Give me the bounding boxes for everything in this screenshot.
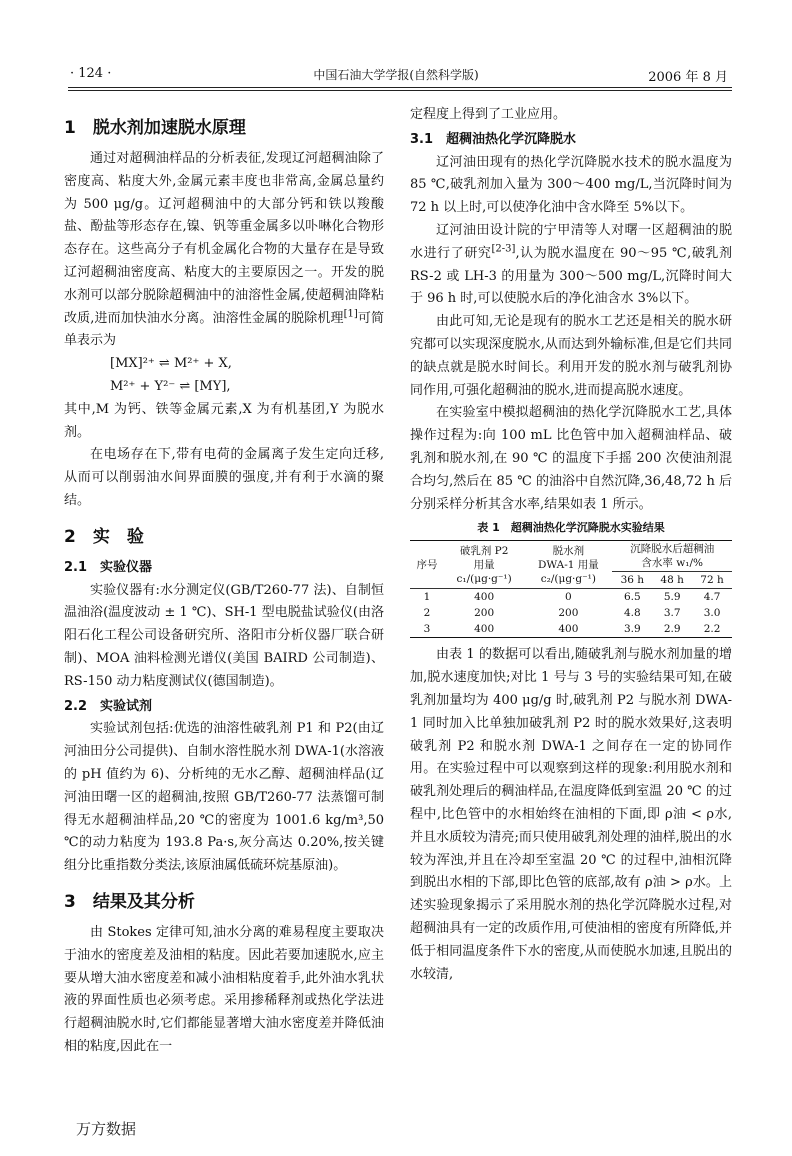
col-header-no: 序号 — [410, 541, 444, 589]
issue-date: 2006 年 8 月 — [648, 70, 728, 85]
table-caption: 表 1 超稠油热化学沉降脱水实验结果 — [477, 521, 665, 535]
col-header-p2: 破乳剂 P2 用量 c₁/(μg·g⁻¹) — [444, 541, 524, 589]
section-2-2-paragraph: 实验试剂包括:优选的油溶性破乳剂 P1 和 P2(由辽河油田分公司提供)、自制水溶性脱水剂 DWA-1(水溶液的 pH 值约为 6)、分析纯的无水乙醇、超稠油样品(辽河油田曙一区的超稠油,按照 GB/T260-77 法蒸馏可制得无水超稠油样品,20 ℃的密度为 1001.6 kg/m³,50 ℃的动力粘度为 193.8 Pa·s,灰分高达 0.20%,按关键组分比重指数分类法,该原油属低硫环烷基原油)。 — [64, 721, 384, 874]
section-1-paragraph-2: 其中,M 为钙、铁等金属元素,X 为有机基团,Y 为脱水剂。 — [64, 401, 384, 440]
section-3-paragraph: 由 Stokes 定律可知,油水分离的难易程度主要取决于油水的密度差及油相的粘度。因此若要加速脱水,应主要从增大油水密度差和减小油相粘度着手,此外油水乳状液的界面性质也必须考虑。采用掺稀释剂或热化学法进行超稠油脱水时,它们都能显著增大油水密度差并降低油相的粘度,因此在一 — [64, 924, 384, 1054]
header-rule — [68, 87, 732, 88]
equation-2: M²⁺ + Y²⁻ ⇌ [MY], — [110, 378, 231, 394]
results-table — [410, 540, 732, 638]
header-rule-thin — [68, 90, 732, 91]
paragraph-prior-research: 辽河油田设计院的宁甲清等人对曙一区超稠油的脱水进行了研究[2-3],认为脱水温度在 90～95 ℃,破乳剂 RS-2 或 LH-3 的用量为 300～500 mg/L,沉降时间大于 96 h 时,可以使脱水后的净化油含水 3%以下。 — [410, 222, 732, 307]
paragraph-experiment: 在实验室中模拟超稠油的热化学沉降脱水工艺,具体操作过程为:向 100 mL 比色管中加入超稠油样品、破乳剂和脱水剂,在 90 ℃ 的温度下手摇 200 次使油剂混合均匀,然后在 85 ℃ 的油浴中自然沉降,36,48,72 h 后分别采样分析其含水率,结果如表 1 所示。 — [410, 405, 732, 512]
journal-title: 中国石油大学学报(自然科学版) — [313, 68, 479, 82]
col-header-48h: 48 h — [652, 572, 692, 589]
col-header-water: 沉降脱水后超稠油 含水率 w₁/% — [612, 541, 732, 572]
table-row: 1 400 0 6.5 5.9 4.7 — [410, 589, 732, 606]
equation-1: [MX]²⁺ ⇌ M²⁺ + X, — [110, 356, 232, 372]
section-1-paragraph-1: 通过对超稠油样品的分析表征,发现辽河超稠油除了密度高、粘度大外,金属元素丰度也非常高,金属总量约为 500 μg/g。辽河超稠油中的大部分钙和铁以羧酸盐、酚盐等形态存在,镍、钒等重金属多以卟啉化合物形态存在。这些高分子有机金属化合物的大量存在是导致辽河超稠油密度高、粘度大的主要原因之一。开发的脱水剂可以部分脱除超稠油中的油溶性金属,使超稠油降粘改质,进而加快油水分离。油溶性金属的脱除机理[1]可简单表示为 — [64, 151, 384, 349]
right-column — [410, 104, 732, 986]
page-number: · 124 · — [70, 66, 112, 81]
col-header-dwa: 脱水剂 DWA-1 用量 c₂/(μg·g⁻¹) — [524, 541, 612, 589]
watermark-footer: 万方数据 — [76, 1120, 137, 1138]
table-row: 3 400 400 3.9 2.9 2.2 — [410, 621, 732, 638]
col-header-36h: 36 h — [612, 572, 652, 589]
section-3-title: 3 结果及其分析 — [64, 891, 195, 912]
citation-1: [1] — [343, 308, 358, 320]
paragraph-existing-tech: 辽河油田现有的热化学沉降脱水技术的脱水温度为 85 ℃,破乳剂加入量为 300～400 mg/L,当沉降时间为 72 h 以上时,可以使净化油中含水降至 5%以下。 — [410, 154, 732, 216]
section-2-1-title: 2.1 实验仪器 — [64, 559, 153, 575]
section-2-title: 2 实 验 — [64, 526, 144, 547]
col-header-72h: 72 h — [692, 572, 732, 589]
continuation-paragraph: 定程度上得到了工业应用。 — [410, 107, 567, 122]
section-2-2-title: 2.2 实验试剂 — [64, 698, 153, 714]
paragraph-summary: 由此可知,无论是现有的脱水工艺还是相关的脱水研究都可以实现深度脱水,从而达到外输标准,但是它们共同的缺点就是脱水时间长。利用开发的脱水剂与破乳剂协同作用,可强化超稠油的脱水,进而提高脱水速度。 — [410, 314, 732, 398]
section-1-title: 1 脱水剂加速脱水原理 — [64, 118, 246, 138]
left-column — [64, 104, 384, 1059]
section-3-1-title: 3.1 超稠油热化学沉降脱水 — [410, 131, 577, 147]
paragraph-results-analysis: 由表 1 的数据可以看出,随破乳剂与脱水剂加量的增加,脱水速度加快;对比 1 号与 3 号的实验结果可知,在破乳剂加量均为 400 μg/g 时,破乳剂 P2 与脱水剂 DWA-1 同时加入比单独加破乳剂 P2 时的脱水效果好,这表明破乳剂 P2 和脱水剂 DWA-1 之间存在一定的协同作用。在实验过程中可以观察到这样的现象:利用脱水剂和破乳剂处理后的稠油样品,在温度降低到室温 20 ℃ 的过程中,比色管中的水相始终在油相的下面,即 ρ油 < ρ水,并且水质较为清亮;而只使用破乳剂处理的油样,脱出的水较为浑浊,并且在冷却至室温 20 ℃ 的过程中,油相沉降到脱出水相的下部,即比色管的底部,故有 ρ油 > ρ水。上述实验现象揭示了采用脱水剂的热化学沉降脱水过程,对超稠油具有一定的改质作用,可使油相的密度有所降低,并低于相同温度条件下水的密度,从而使脱水加速,且脱出的水较清, — [410, 647, 732, 982]
citation-2-3: [2-3] — [491, 243, 516, 255]
table-row: 2 200 200 4.8 3.7 3.0 — [423, 607, 721, 620]
section-1-paragraph-3: 在电场存在下,带有电荷的金属离子发生定向迁移,从而可以削弱油水间界面膜的强度,并有利于水滴的聚结。 — [64, 447, 384, 508]
section-2-1-paragraph: 实验仪器有:水分测定仪(GB/T260-77 法)、自制恒温油浴(温度波动 ± 1 ℃)、SH-1 型电脱盐试验仪(由洛阳石化工程公司设备研究所、洛阳市分析仪器厂联合研制)、MOA 油料检测光谱仪(美国 BAIRD 公司制造)、RS-150 动力粘度测试仪(德国制造)。 — [64, 582, 384, 689]
